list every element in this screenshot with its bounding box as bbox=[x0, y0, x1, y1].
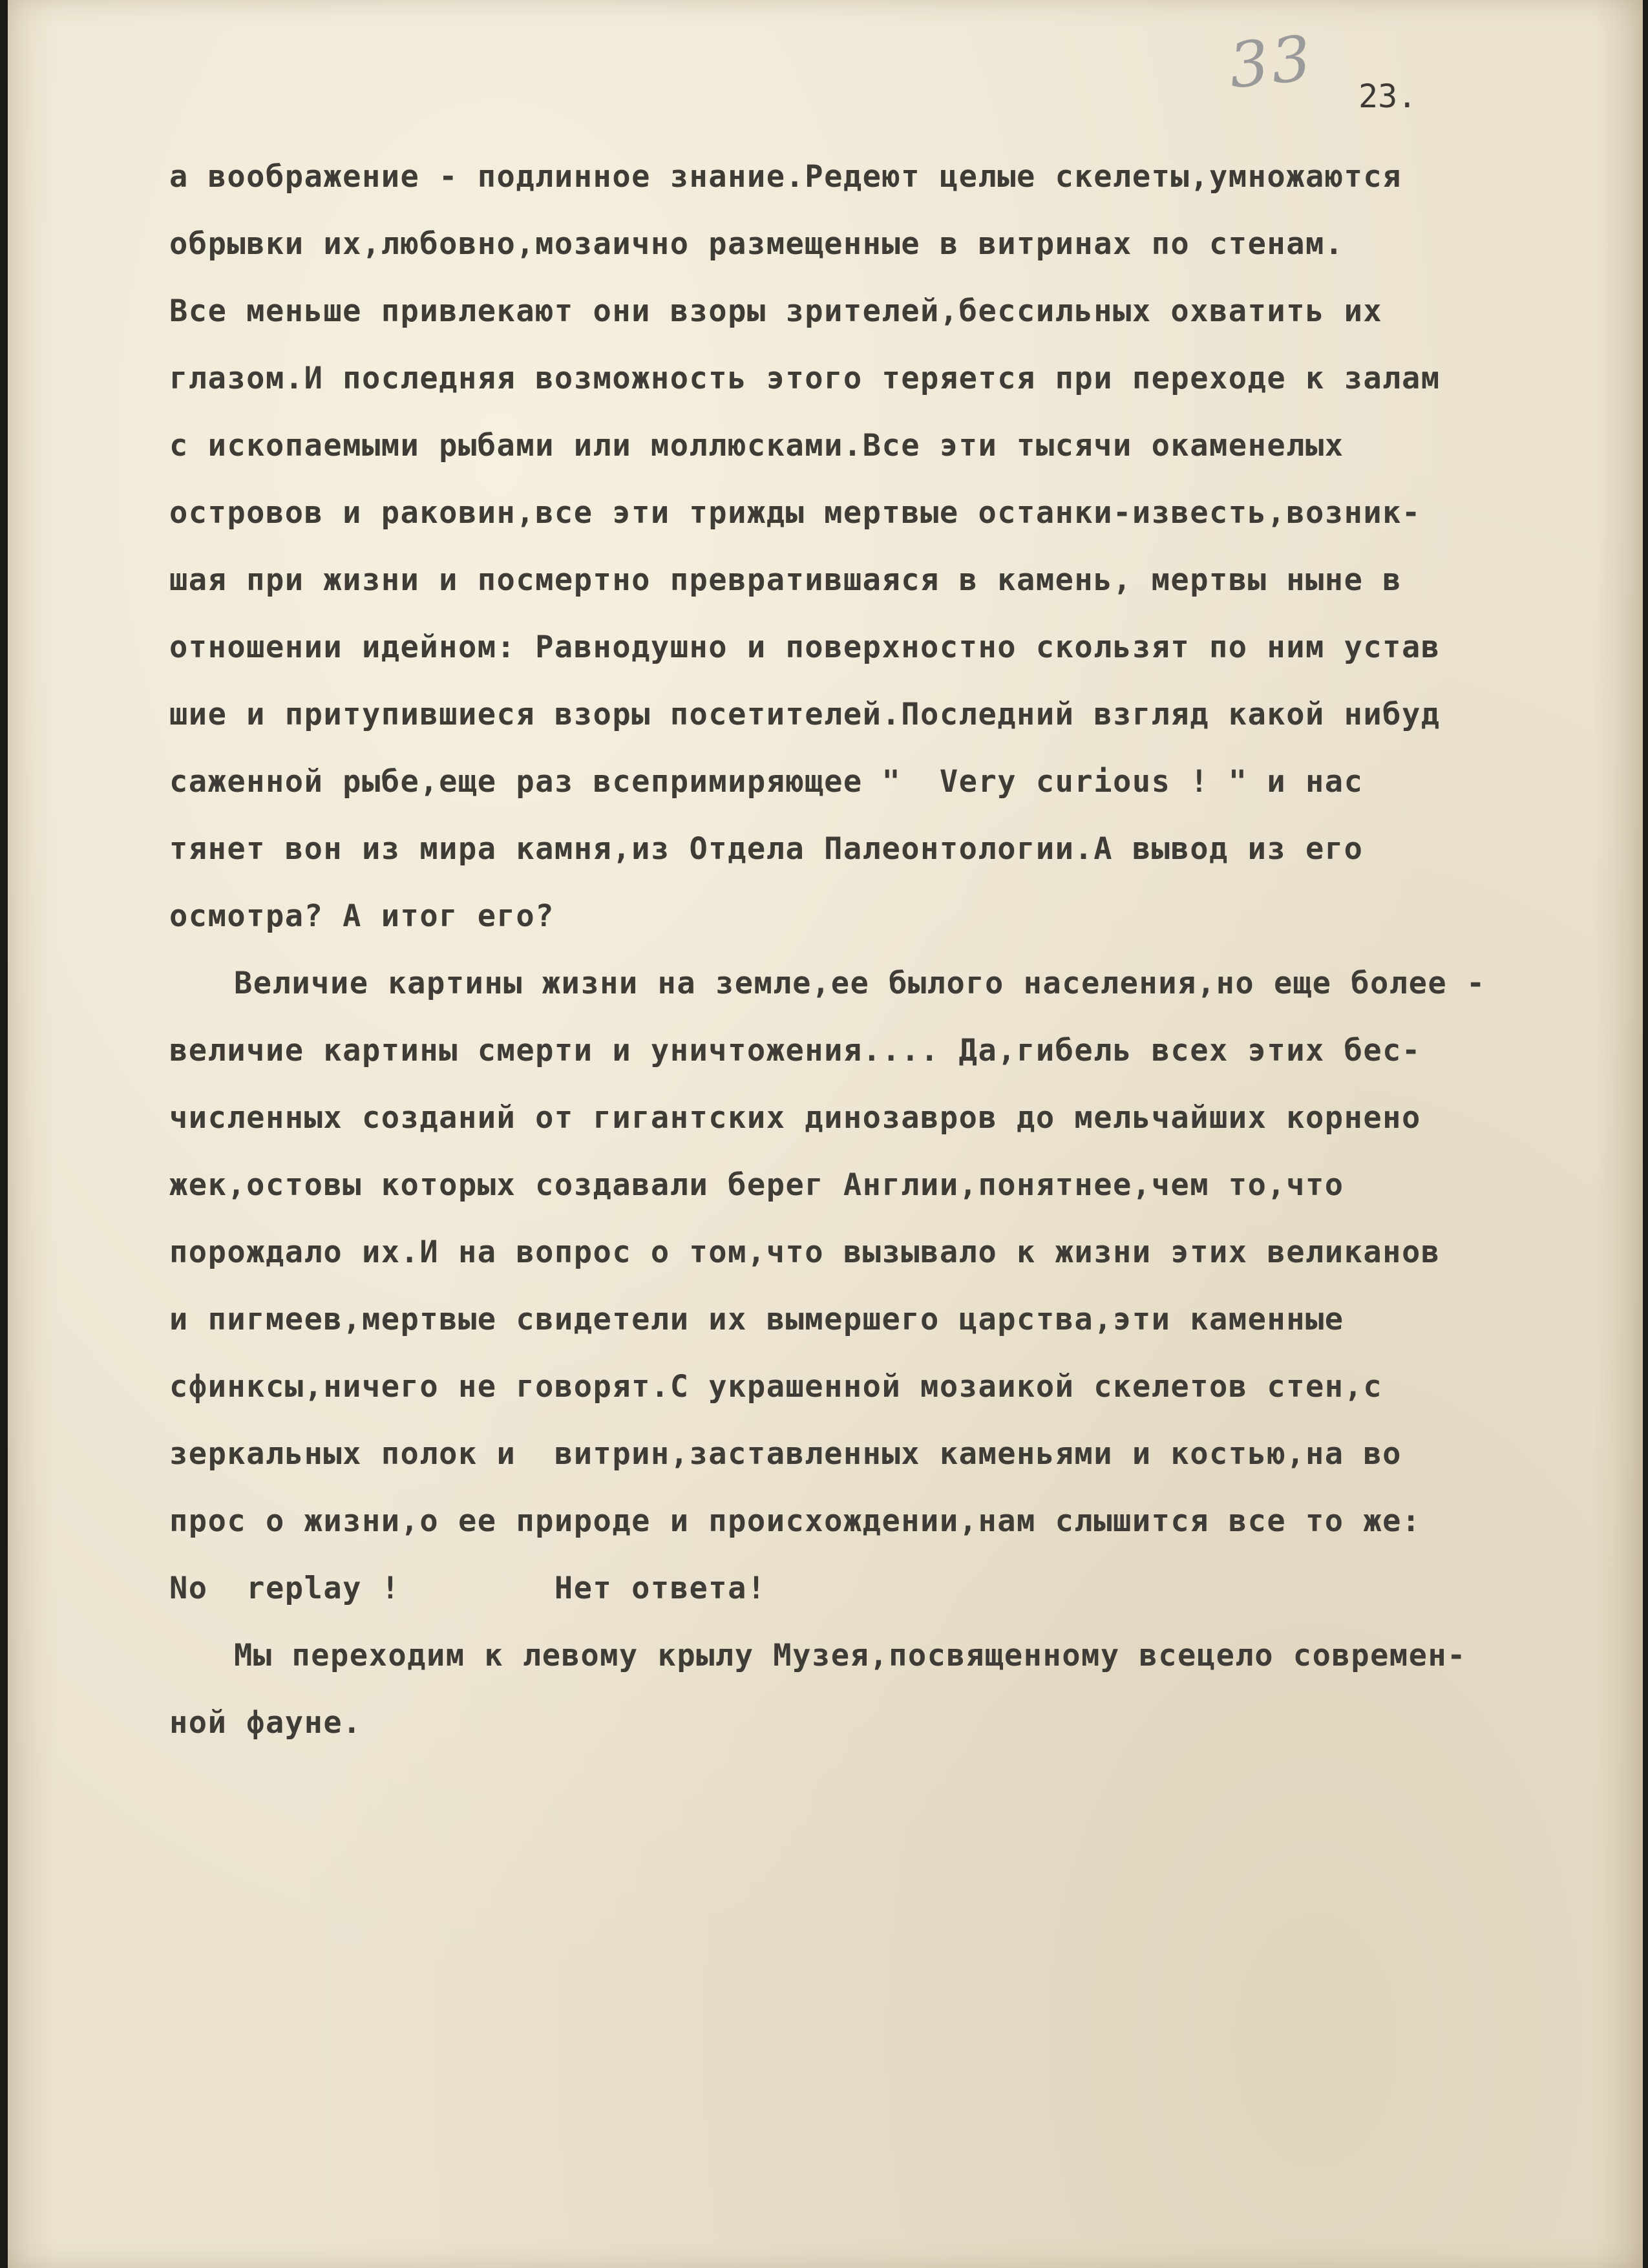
text-line: зеркальных полок и витрин,заставленных каменьями и костью,на во bbox=[169, 1436, 1402, 1472]
text-line: а воображение - подлинное знание.Редеют целые скелеты,умножаются bbox=[169, 159, 1402, 195]
text-line: Все меньше привлекают они взоры зрителей,бессильных охватить их bbox=[169, 293, 1383, 329]
text-line: прос о жизни,о ее природе и происхождении,нам слышится все то же: bbox=[169, 1503, 1421, 1539]
body-text bbox=[169, 143, 1623, 1757]
handwritten-page-mark: 33 bbox=[1225, 21, 1317, 103]
text-line: глазом.И последняя возможность этого теряется при переходе к залам bbox=[169, 361, 1441, 396]
text-line: No replay ! Нет ответа! bbox=[169, 1571, 766, 1606]
text-line: Мы переходим к левому крылу Музея,посвященному всецело современ- bbox=[234, 1638, 1466, 1673]
text-line: осмотра? А итог его? bbox=[169, 898, 555, 934]
text-line: тянет вон из мира камня,из Отдела Палеонтологии.А вывод из его bbox=[169, 831, 1364, 867]
text-line: и пигмеев,мертвые свидетели их вымершего царства,эти каменные bbox=[169, 1302, 1344, 1337]
text-line: шая при жизни и посмертно превратившаяся в камень, мертвы ныне в bbox=[169, 562, 1402, 598]
text-line: величие картины смерти и уничтожения.... Да,гибель всех этих бес- bbox=[169, 1033, 1421, 1068]
text-line: численных созданий от гигантских динозавров до мельчайших корнено bbox=[169, 1100, 1421, 1136]
text-line: отношении идейном: Равнодушно и поверхностно скользят по ним устав bbox=[169, 630, 1441, 665]
text-line: порождало их.И на вопрос о том,что вызывало к жизни этих великанов bbox=[169, 1235, 1441, 1270]
page-number: 23. bbox=[1358, 78, 1417, 115]
text-line: обрывки их,любовно,мозаично размещенные в витринах по стенам. bbox=[169, 226, 1344, 262]
text-line: ной фауне. bbox=[169, 1705, 362, 1741]
text-line: саженной рыбе,еще раз всепримиряющее " Very curious ! " и нас bbox=[169, 764, 1364, 800]
document-page bbox=[8, 0, 1643, 2268]
text-line: жек,остовы которых создавали берег Англии,понятнее,чем то,что bbox=[169, 1167, 1344, 1203]
text-line: с ископаемыми рыбами или моллюсками.Все эти тысячи окаменелых bbox=[169, 428, 1344, 463]
text-line: островов и раковин,все эти трижды мертвые останки-известь,возник- bbox=[169, 495, 1421, 531]
text-line: сфинксы,ничего не говорят.С украшенной мозаикой скелетов стен,с bbox=[169, 1369, 1383, 1404]
text-line: шие и притупившиеся взоры посетителей.Последний взгляд какой нибуд bbox=[169, 697, 1441, 732]
text-line: Величие картины жизни на земле,ее былого населения,но еще более - bbox=[234, 966, 1486, 1001]
